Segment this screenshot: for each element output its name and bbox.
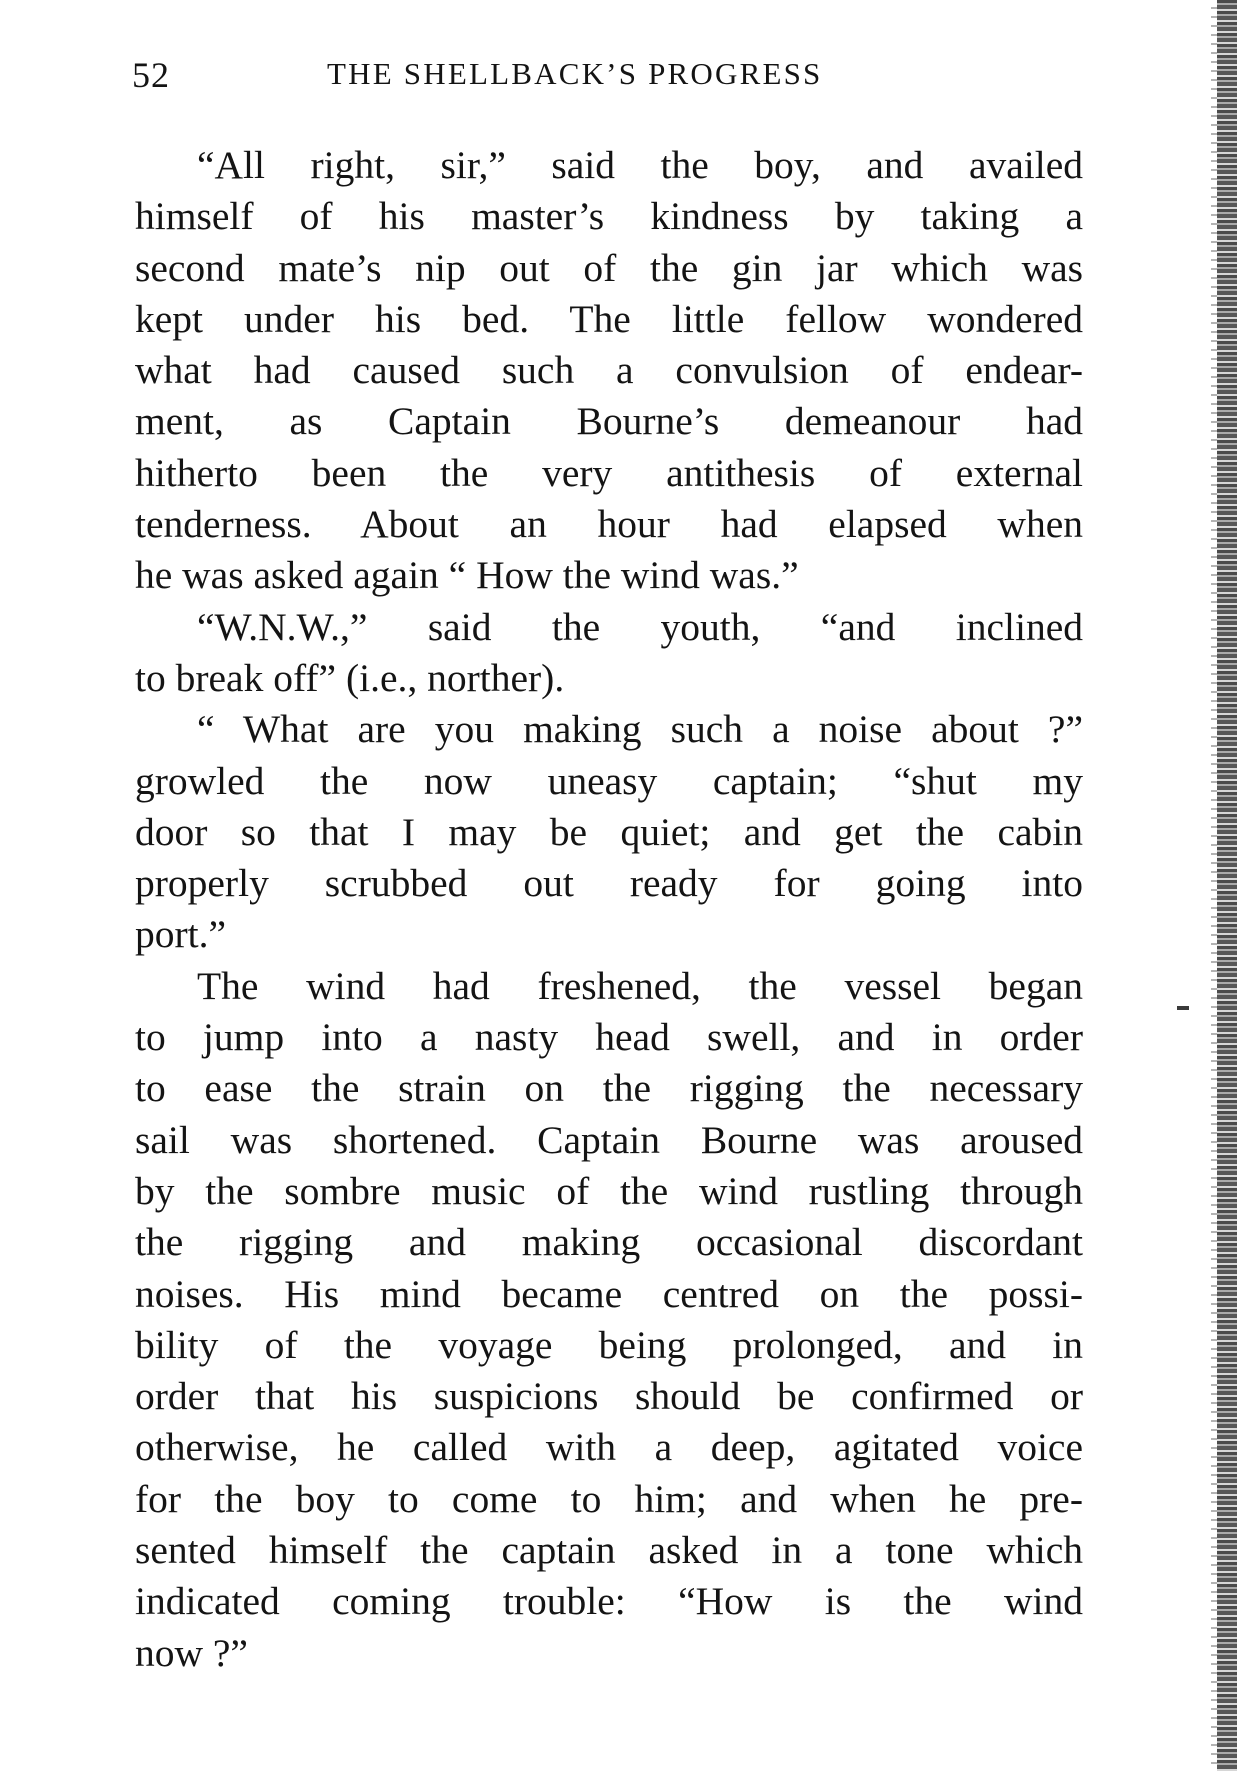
text-line: what had caused such a convulsion of endear- [135, 348, 1083, 393]
ink-speck [1177, 1006, 1189, 1010]
text-line: bility of the voyage being prolonged, and in [135, 1322, 1083, 1367]
text-line: order that his suspicions should be confirmed or [135, 1374, 1083, 1419]
text-line: ment, as Captain Bourne’s demeanour had [135, 399, 1083, 444]
text-line: for the boy to come to him; and when he pre- [135, 1476, 1083, 1521]
text-line: the rigging and making occasional discordant [135, 1220, 1083, 1265]
text-line: “ What are you making such a noise about ?” [197, 707, 1083, 752]
text-line: second mate’s nip out of the gin jar which was [135, 245, 1083, 290]
text-line: to break off” (i.e., norther). [135, 655, 565, 700]
text-line: now ?” [135, 1630, 248, 1675]
text-line: noises. His mind became centred on the possi- [135, 1271, 1083, 1316]
text-line: properly scrubbed out ready for going into [135, 861, 1083, 906]
text-line: he was asked again “ How the wind was.” [135, 553, 799, 598]
running-head: THE SHELLBACK’S PROGRESS [327, 56, 823, 91]
page-edge-scan-artifact [1217, 0, 1237, 1771]
text-line: hitherto been the very antithesis of external [135, 450, 1083, 495]
text-line: to ease the strain on the rigging the necessary [135, 1066, 1083, 1111]
text-line: otherwise, he called with a deep, agitated voice [135, 1425, 1083, 1470]
body-text [135, 140, 1083, 1679]
text-line: The wind had freshened, the vessel began [197, 963, 1083, 1008]
page-header [132, 48, 1086, 98]
text-line: sented himself the captain asked in a tone which [135, 1528, 1083, 1573]
text-line: tenderness. About an hour had elapsed when [135, 502, 1083, 547]
text-line: to jump into a nasty head swell, and in order [135, 1015, 1083, 1060]
text-line: door so that I may be quiet; and get the cabin [135, 809, 1083, 854]
text-line: himself of his master’s kindness by taking a [135, 194, 1083, 239]
text-line: by the sombre music of the wind rustling through [135, 1168, 1083, 1213]
text-line: growled the now uneasy captain; “shut my [135, 758, 1083, 803]
text-line: “W.N.W.,” said the youth, “and inclined [197, 604, 1083, 649]
text-line: kept under his bed. The little fellow wondered [135, 296, 1083, 341]
text-line: indicated coming trouble: “How is the wind [135, 1579, 1083, 1624]
text-line: port.” [135, 912, 227, 957]
page-number: 52 [132, 55, 170, 95]
text-line: sail was shortened. Captain Bourne was aroused [135, 1117, 1083, 1162]
text-line: “All right, sir,” said the boy, and availed [197, 143, 1083, 187]
